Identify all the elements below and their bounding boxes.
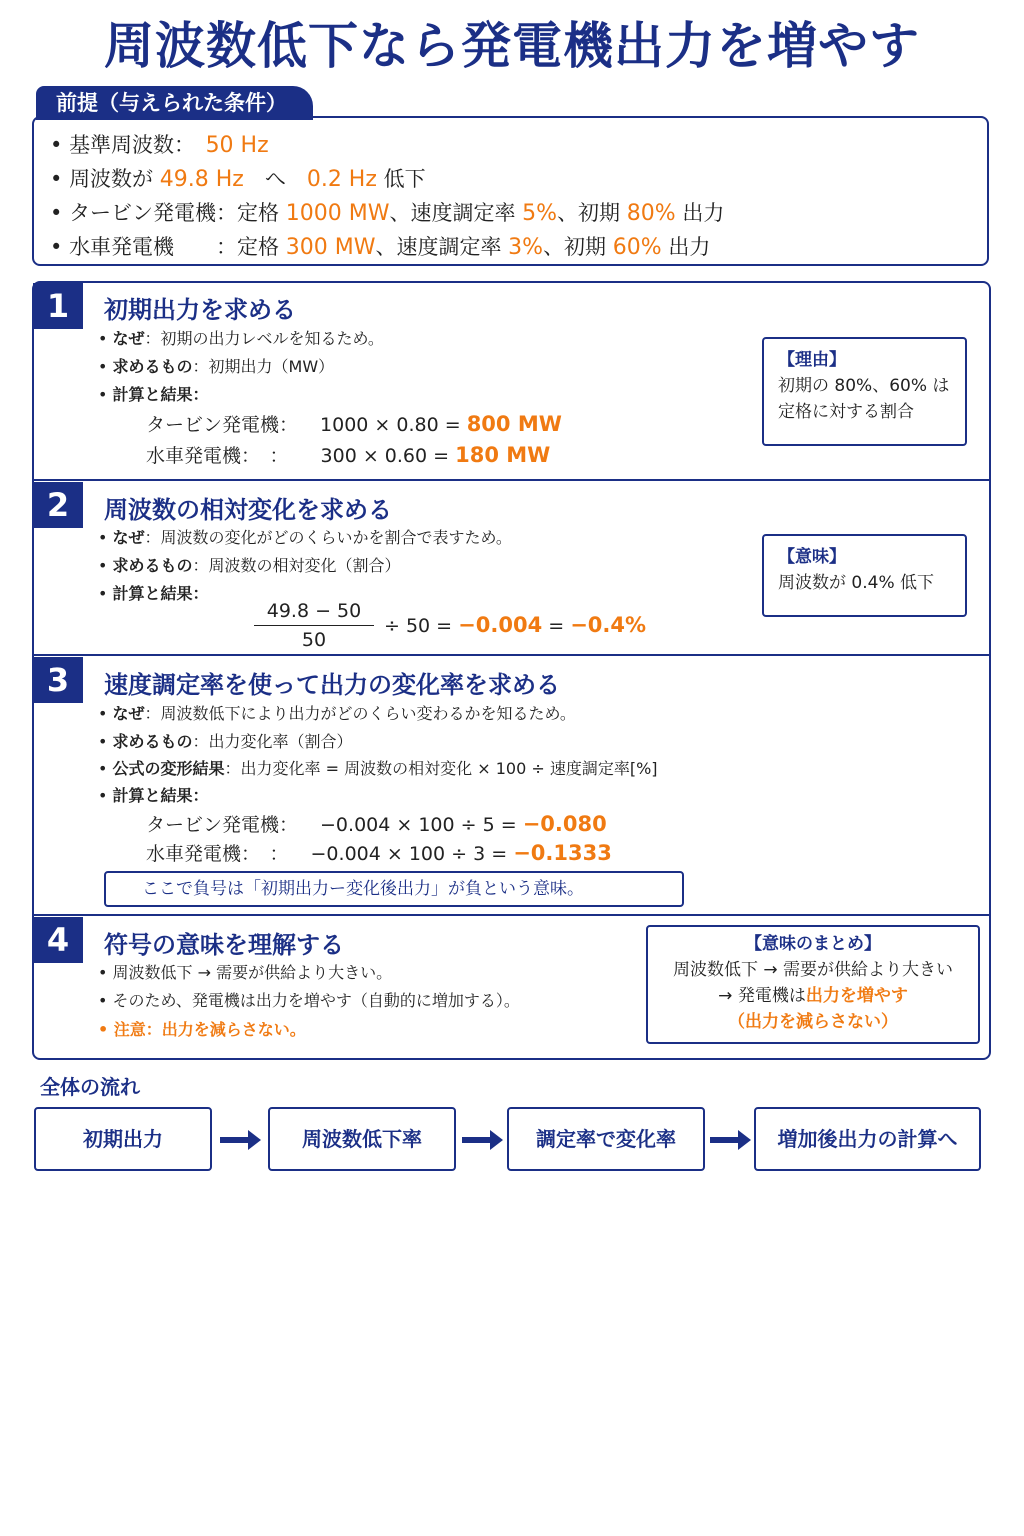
- step3-sign-note: ここで負号は「初期出力ー変化後出力」が負という意味。: [104, 871, 684, 907]
- step4-summary-box: 【意味のまとめ】 周波数低下 → 需要が供給より大きい → 発電機は出力を増やす （出力を減らさない）: [646, 925, 980, 1044]
- arrow-right-icon: [220, 1128, 262, 1152]
- step-heading-1: 初期出力を求める: [104, 296, 296, 324]
- arrow-right-icon: [710, 1128, 752, 1152]
- step2-meaning-box: 【意味】 周波数が 0.4% 低下: [762, 534, 967, 617]
- step3-why: • なぜ：周波数低下により出力がどのくらい変わるかを知るため。: [98, 704, 576, 723]
- premise-hydro: • 水車発電機 ：定格 300 MW、速度調定率 3%、初期 60% 出力: [50, 235, 711, 260]
- step-number-3: 3: [33, 657, 83, 703]
- flow-step-change-rate: 調定率で変化率: [507, 1107, 705, 1171]
- step3-turbine-calc: タービン発電機： −0.004 × 100 ÷ 5 = −0.080: [146, 812, 607, 836]
- step2-result: ÷ 50 = −0.004 = −0.4%: [384, 613, 647, 637]
- premise-base-frequency: • 基準周波数： 50 Hz: [50, 133, 269, 158]
- step-number-4: 4: [33, 917, 83, 963]
- step1-what: • 求めるもの：初期出力（MW）: [98, 357, 335, 376]
- step2-fraction: 49.8 − 50 50: [254, 600, 374, 651]
- step1-calc-label: • 計算と結果：: [98, 385, 209, 404]
- divider: [33, 479, 990, 481]
- flow-step-initial-output: 初期出力: [34, 1107, 212, 1171]
- step-number-1: 1: [33, 283, 83, 329]
- step-heading-2: 周波数の相対変化を求める: [104, 496, 392, 524]
- step2-calc-label: • 計算と結果：: [98, 584, 209, 603]
- step1-reason-box: 【理由】 初期の 80%、60% は 定格に対する割合: [762, 337, 967, 446]
- step1-why: • なぜ：初期の出力レベルを知るため。: [98, 329, 384, 348]
- step4-caution: • 注意：出力を減らさない。: [98, 1020, 306, 1039]
- step-heading-4: 符号の意味を理解する: [104, 931, 344, 959]
- premise-frequency-drop: • 周波数が 49.8 Hz へ 0.2 Hz 低下: [50, 167, 426, 192]
- step2-what: • 求めるもの：周波数の相対変化（割合）: [98, 556, 401, 575]
- flow-step-increased-output: 増加後出力の計算へ: [754, 1107, 981, 1171]
- divider: [33, 654, 990, 656]
- arrow-right-icon: [462, 1128, 504, 1152]
- step2-why: • なぜ：周波数の変化がどのくらいかを割合で表すため。: [98, 528, 512, 547]
- step-heading-3: 速度調定率を使って出力の変化率を求める: [104, 671, 560, 699]
- step4-line-1: • 周波数低下 → 需要が供給より大きい。: [98, 963, 393, 982]
- step4-line-2: • そのため、発電機は出力を増やす（自動的に増加する）。: [98, 991, 520, 1010]
- flow-step-frequency-drop-rate: 周波数低下率: [268, 1107, 456, 1171]
- flow-label: 全体の流れ: [40, 1075, 140, 1099]
- premise-list: [50, 128, 724, 264]
- step3-calc-label: • 計算と結果：: [98, 786, 209, 805]
- divider: [33, 914, 990, 916]
- step1-hydro-calc: 水車発電機： ： 300 × 0.60 = 180 MW: [146, 443, 551, 467]
- step1-turbine-calc: タービン発電機： 1000 × 0.80 = 800 MW: [146, 412, 562, 436]
- step-number-2: 2: [33, 482, 83, 528]
- premise-turbine: • タービン発電機：定格 1000 MW、速度調定率 5%、初期 80% 出力: [50, 201, 725, 226]
- step3-what: • 求めるもの：出力変化率（割合）: [98, 732, 353, 751]
- step3-formula: • 公式の変形結果：出力変化率 = 周波数の相対変化 × 100 ÷ 速度調定率[%]: [98, 759, 658, 778]
- premise-tab: 前提（与えられた条件）: [36, 86, 313, 120]
- step3-hydro-calc: 水車発電機： ： −0.004 × 100 ÷ 3 = −0.1333: [146, 841, 612, 865]
- page-title: 周波数低下なら発電機出力を増やす: [104, 17, 920, 75]
